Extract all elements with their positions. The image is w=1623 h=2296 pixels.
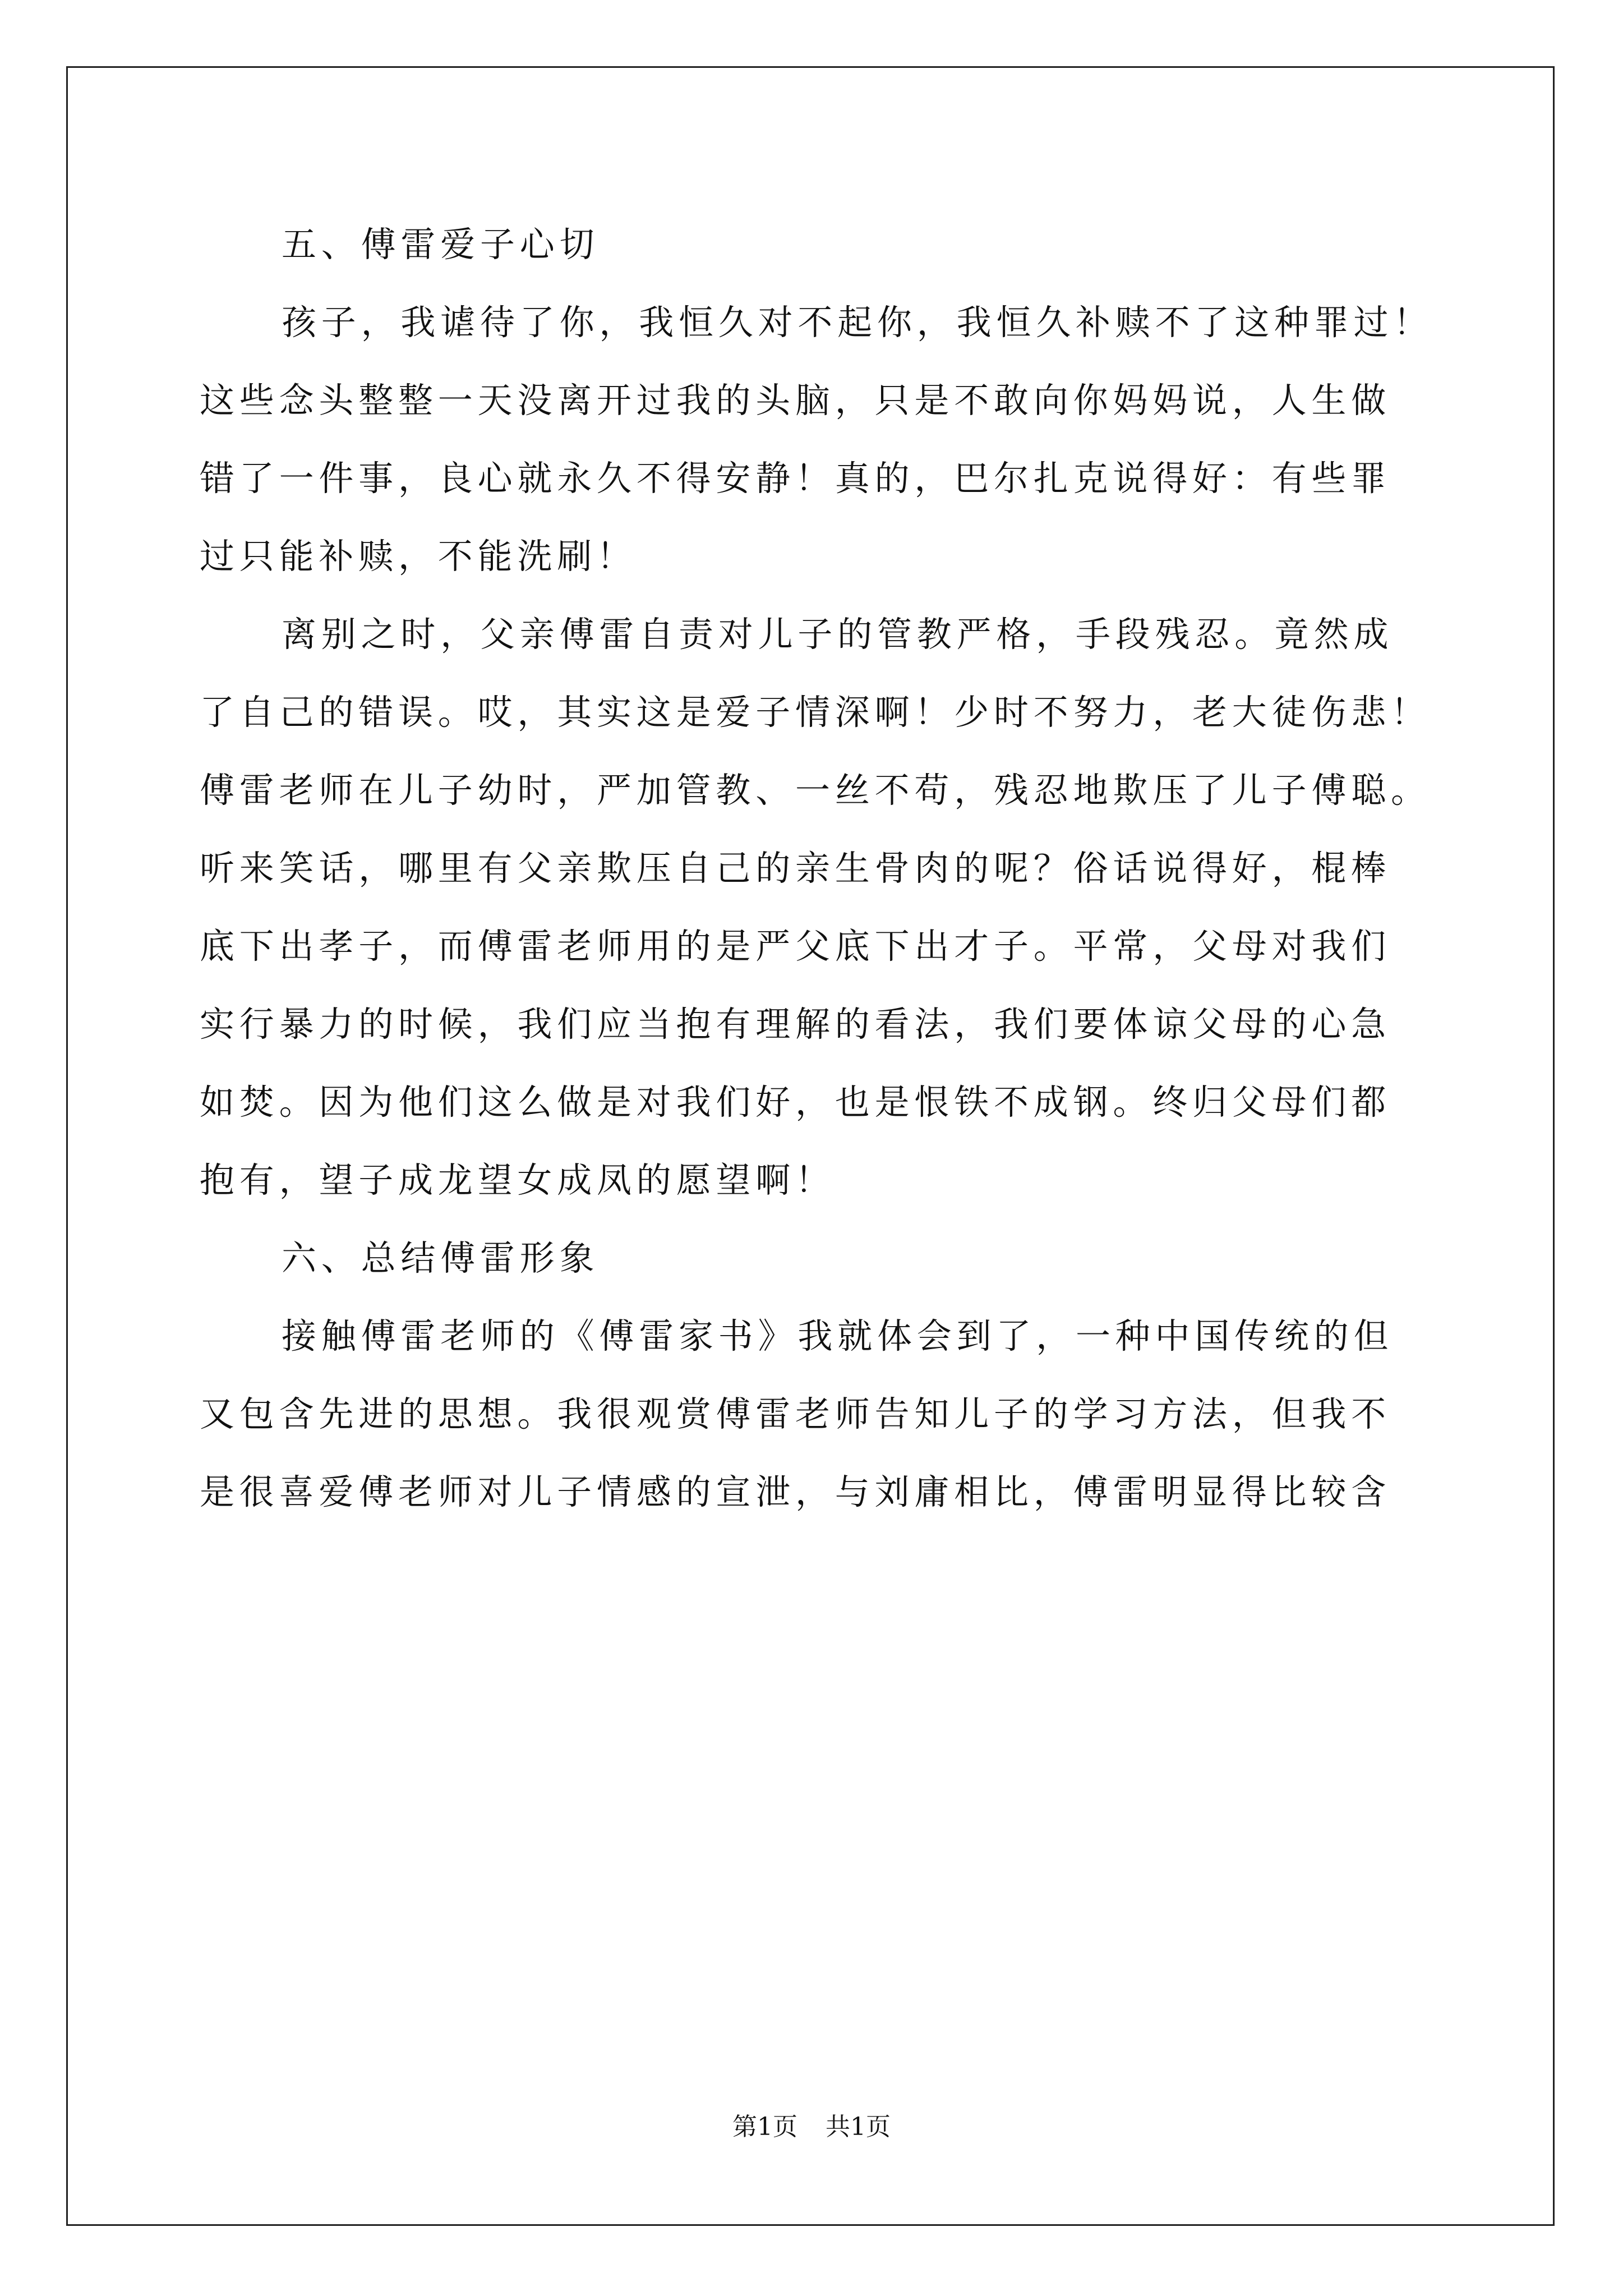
paragraph-line: 是很喜爱傅老师对儿子情感的宣泄，与刘庸相比，傅雷明显得比较含	[200, 1471, 1391, 1512]
section-heading: 五、傅雷爱子心切	[282, 224, 600, 265]
paragraph-line: 了自己的错误。哎，其实这是爱子情深啊！少时不努力，老大徒伤悲！	[200, 692, 1431, 733]
paragraph-line: 接触傅雷老师的《傅雷家书》我就体会到了，一种中国传统的但	[282, 1315, 1394, 1356]
page-number: 第1页	[732, 2113, 797, 2141]
page-total: 共1页	[826, 2113, 891, 2141]
paragraph-line: 孩子，我谑待了你，我恒久对不起你，我恒久补赎不了这种罪过！	[282, 302, 1433, 343]
paragraph-line: 错了一件事，良心就永久不得安静！真的，巴尔扎克说得好：有些罪	[200, 458, 1391, 499]
paragraph-line: 过只能补赎，不能洗刷！	[200, 536, 637, 577]
section-heading: 六、总结傅雷形象	[282, 1237, 600, 1278]
page-footer	[0, 2115, 1623, 2139]
paragraph-line: 听来笑话，哪里有父亲欺压自己的亲生骨肉的呢？俗话说得好，棍棒	[200, 848, 1391, 889]
paragraph-line: 抱有，望子成龙望女成凤的愿望啊！	[200, 1159, 835, 1200]
paragraph-line: 如焚。因为他们这么做是对我们好，也是恨铁不成钢。终归父母们都	[200, 1082, 1391, 1122]
paragraph-line: 底下出孝子，而傅雷老师用的是严父底下出才子。平常，父母对我们	[200, 926, 1391, 967]
paragraph-line: 实行暴力的时候，我们应当抱有理解的看法，我们要体谅父母的心急	[200, 1004, 1391, 1045]
paragraph-line: 又包含先进的思想。我很观赏傅雷老师告知儿子的学习方法，但我不	[200, 1393, 1391, 1434]
paragraph-line: 傅雷老师在儿子幼时，严加管教、一丝不苟，残忍地欺压了儿子傅聪。	[200, 770, 1431, 811]
paragraph-line: 这些念头整整一天没离开过我的头脑，只是不敢向你妈妈说，人生做	[200, 380, 1391, 421]
paragraph-line: 离别之时，父亲傅雷自责对儿子的管教严格，手段残忍。竟然成	[282, 614, 1394, 655]
